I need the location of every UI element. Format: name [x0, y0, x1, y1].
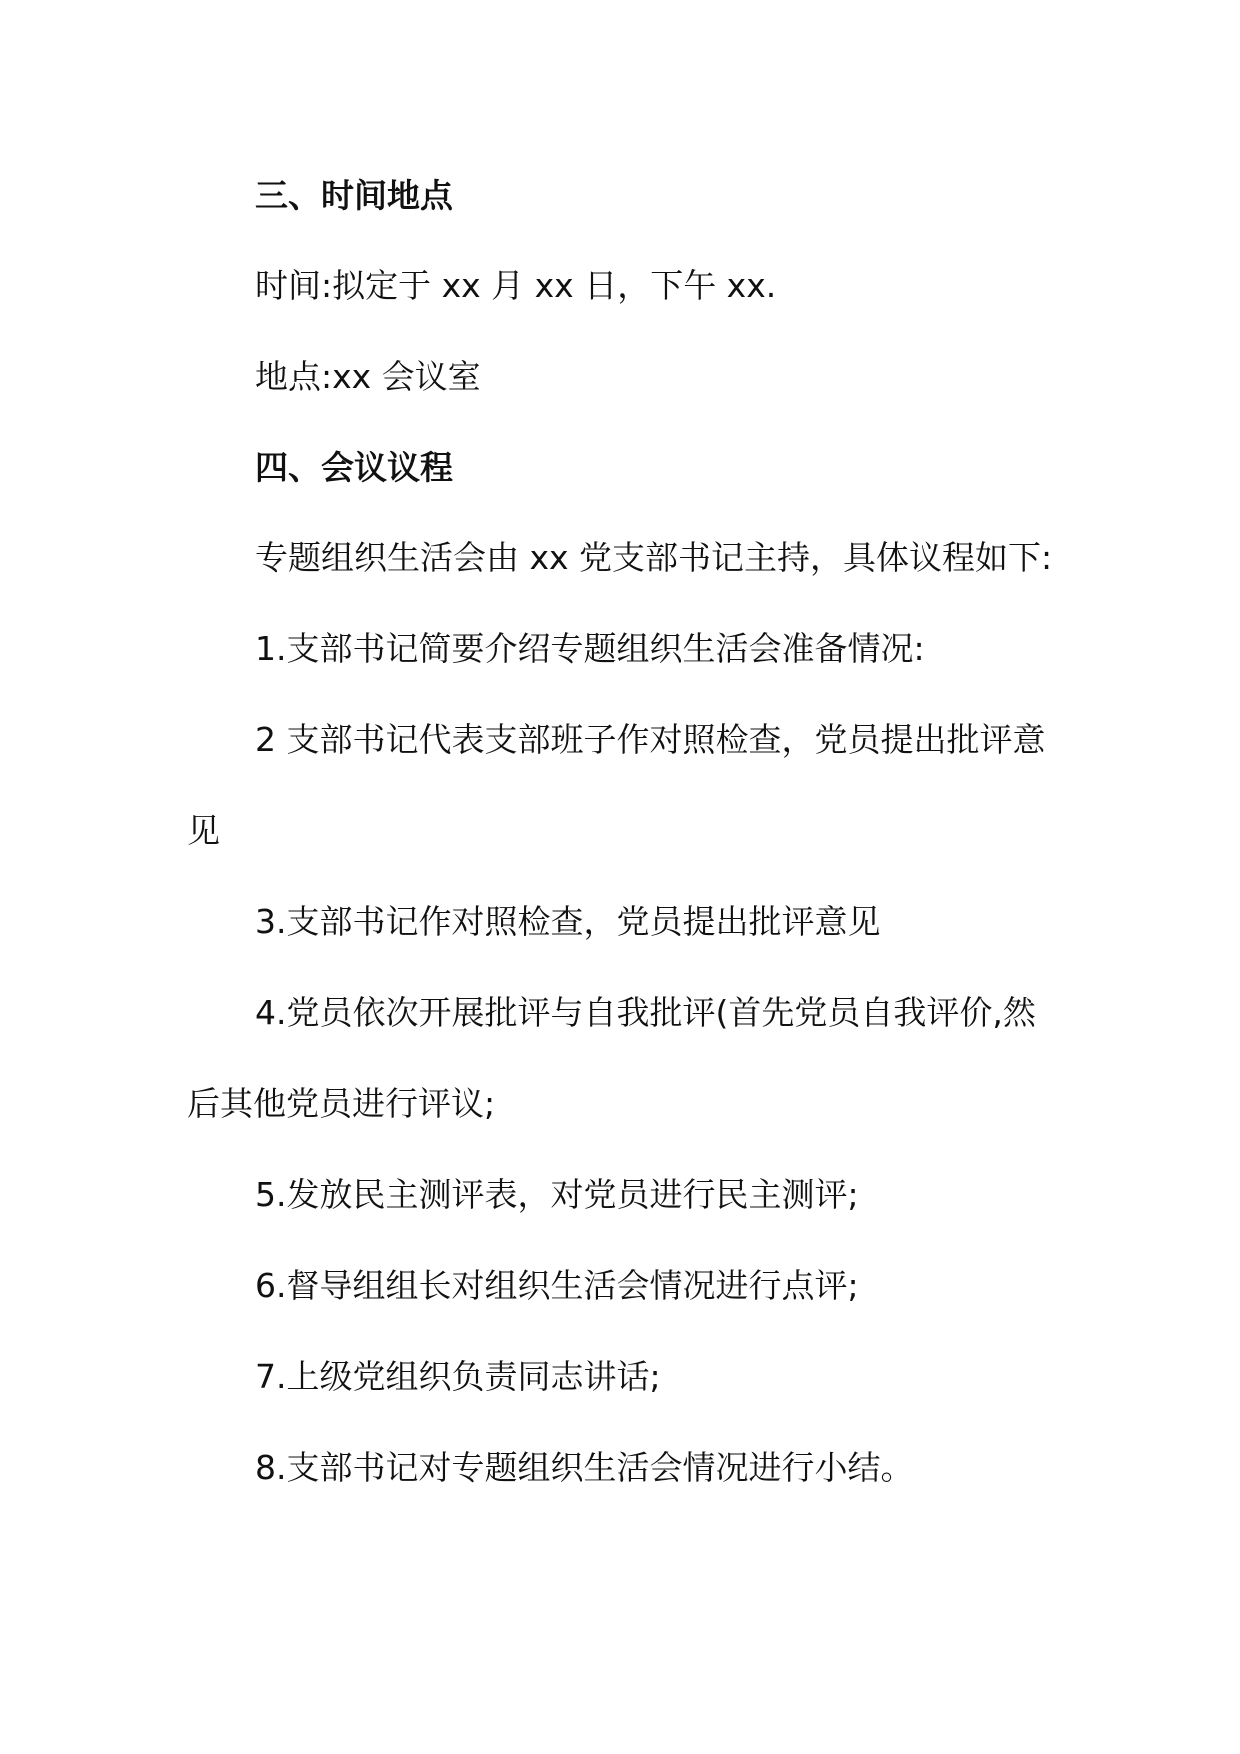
- section-heading-agenda: 四、会议议程: [255, 448, 453, 487]
- agenda-item-2: 2 支部书记代表支部班子作对照检查，党员提出批评意: [255, 720, 1046, 759]
- agenda-item-1: 1.支部书记简要介绍专题组织生活会准备情况:: [255, 629, 925, 668]
- section-heading-time-place: 三、时间地点: [255, 176, 453, 215]
- agenda-item-7: 7.上级党组织负责同志讲话;: [255, 1357, 661, 1396]
- agenda-item-4-continuation: 后其他党员进行评议;: [187, 1084, 496, 1123]
- agenda-item-2-continuation: 见: [187, 811, 220, 850]
- agenda-item-3: 3.支部书记作对照检查，党员提出批评意见: [255, 902, 881, 941]
- meeting-place-text: 地点:xx 会议室: [255, 357, 481, 396]
- agenda-item-6: 6.督导组组长对组织生活会情况进行点评;: [255, 1266, 859, 1305]
- meeting-time-text: 时间:拟定于 xx 月 xx 日，下午 xx.: [255, 266, 777, 305]
- agenda-item-5: 5.发放民主测评表，对党员进行民主测评;: [255, 1175, 859, 1214]
- agenda-item-4: 4.党员依次开展批评与自我批评(首先党员自我评价,然: [255, 993, 1036, 1032]
- agenda-item-8: 8.支部书记对专题组织生活会情况进行小结。: [255, 1448, 914, 1487]
- agenda-intro-text: 专题组织生活会由 xx 党支部书记主持，具体议程如下:: [255, 538, 1053, 577]
